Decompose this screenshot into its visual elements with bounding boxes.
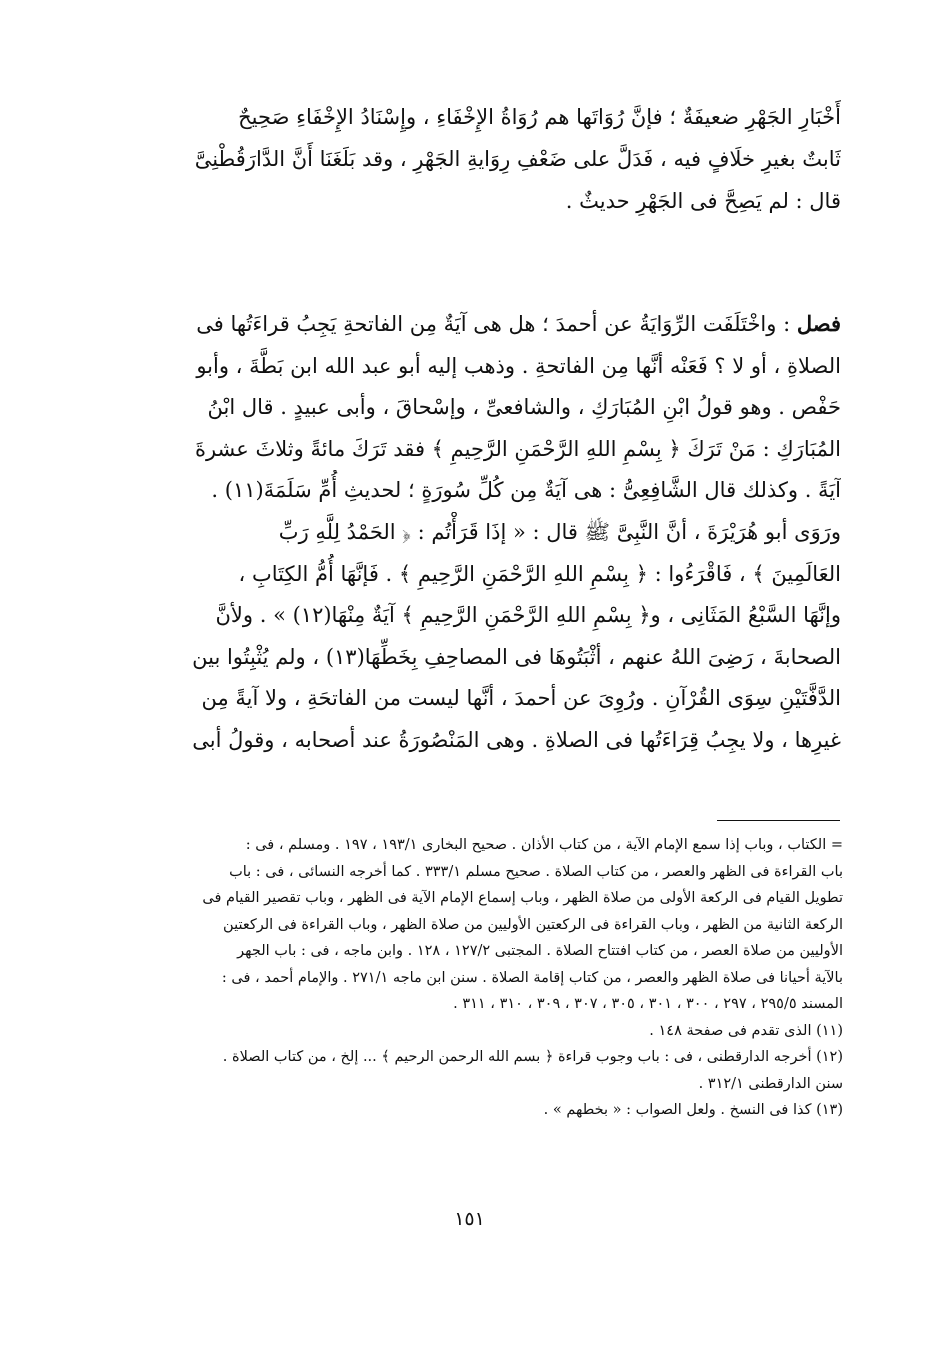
- footnote-continuation-line: المسند ٢٩٥/٥ ، ٢٩٧ ، ٣٠٠ ، ٣٠١ ، ٣٠٥ ، ٣٠٧ ، ٣٠٩ ، ٣١٠ ، ٣١١ .: [453, 996, 843, 1012]
- footnote-divider: [717, 820, 840, 821]
- body-line: وإنَّهَا السَّبْعُ المَثَانِى ، و﴿ بِسْمِ اللهِ الرَّحْمَنِ الرَّحِيمِ ﴾ آيَةٌ مِنْهَا(١٢) » . ولأنَّ: [215, 603, 841, 628]
- body-line: قال : لم يَصِحَّ فى الجَهْرِ حديثٌ .: [565, 189, 841, 213]
- body-line: ثَابتٌ بغيرِ خلَافٍ فيه ، فَدَلَّ على ضَعْفِ رِوَايةِ الجَهْرِ ، وقد بَلَغَنَا أَنَّ الدَّارَقُطْنِىَّ: [194, 147, 841, 171]
- footnote-11: (١١) الذى تقدم فى صفحة ١٤٨ .: [649, 1022, 843, 1039]
- body-line: حَفْص . وهو قولُ ابْنِ المُبَارَكِ ، والشافعىِّ ، وإسْحاقَ ، وأبى عبيدٍ . قال ابْنُ: [207, 395, 841, 420]
- body-line: العَالَمِينَ ﴾ ، فَاقْرَءُوا : ﴿ بِسْمِ اللهِ الرَّحْمَنِ الرَّحِيمِ ﴾ . فَإنَّهَا أُمُّ الكِتَابِ ،: [238, 561, 841, 586]
- footnote-continuation-line: بالآية أحيانا فى صلاة الظهر والعصر ، من كتاب إقامة الصلاة . سنن ابن ماجه ٢٧١/١ . والإمام أحمد ، فى :: [221, 969, 843, 986]
- footnote-continuation-line: باب القراءة فى الظهر والعصر ، من كتاب الصلاة . صحيح مسلم ٣٣٣/١ . كما أخرجه النسائى ، فى : باب: [229, 863, 843, 880]
- body-line: غيرِها ، ولا يجِبُ قِرَاءَتُها فى الصلاةِ . وهى المَنْصُورَةُ عند أصحابه ، وقولُ أبى: [192, 727, 841, 752]
- footnote-continuation-line: الأوليين من صلاة العصر ، من كتاب افتتاح الصلاة . المجتبى ١٢٧/٢ ، ١٢٨ . وابن ماجه ، فى : باب الجهر: [237, 943, 843, 959]
- footnote-continuation-line: تطويل القيام فى الركعة الأولى من صلاة الظهر ، وباب إسماع الإمام الآية فى الظهر ، وباب تقصير القيام فى: [202, 890, 843, 906]
- page-number: ١٥١: [454, 1208, 485, 1230]
- footnote-continuation-line: الركعة الثانية من الظهر ، وباب القراءة فى الركعتين الأوليين من صلاة الظهر ، وباب القراءة فى الركعتين: [223, 916, 843, 933]
- footnote-continuation-line: = الكتاب ، وباب إذا سمع الإمام الآية ، من كتاب الأذان . صحيح البخارى ١٩٣/١ ، ١٩٧ . ومسلم ، فى :: [245, 837, 843, 853]
- body-line: ورَوَى أبو هُرَيْرَةَ ، أنَّ النَّبِىَّ ﷺ قال : « إذَا قَرَأْتُم : ﴿ الحَمْدُ لِلَّهِ رَبِّ: [278, 519, 841, 544]
- footnotes: [140, 832, 843, 1124]
- body-line: الدَّفَّتَيْنِ سِوَى القُرْآنِ . ورُوِىَ عن أحمدَ ، أنَّها ليست من الفاتحَةِ ، ولا آيةً مِن: [201, 686, 841, 711]
- body-line: الصلاةِ ، أو لا ؟ فَعَنْه أنَّها مِن الفاتحةِ . وذهب إليه أبو عبد الله ابن بَطَّةَ ، وأبو: [196, 353, 841, 378]
- paragraph-2: [146, 303, 841, 762]
- body-line: المُبَارَكِ : مَنْ تَرَكَ ﴿ بِسْمِ اللهِ الرَّحْمَنِ الرَّحِيمِ ﴾ فقد تَرَكَ مائةً وثلاثَ عشرةَ: [194, 436, 841, 461]
- footnote-13: (١٣) كذا فى النسخ . ولعل الصواب : « بخطهم » .: [543, 1102, 843, 1118]
- body-line: آيَةً . وكذلك قال الشَّافِعِىُّ : هى آيَةٌ مِن كُلِّ سُورَةٍ ؛ لحديثِ أُمِّ سَلَمَةَ(١١) .: [211, 478, 841, 503]
- body-line: أَخْبَارِ الجَهْرِ ضعيفَةٌ ؛ فإنَّ رُوَاتَها هم رُوَاةُ الإِخْفَاءِ ، وإِسْنَادُ الإِخْفَاءِ صَحِيحٌ: [238, 105, 841, 129]
- body-line-rest: : واخْتَلَفَت الرِّوَايَةُ عن أحمدَ ؛ هل هى آيَةٌ مِن الفاتحةِ يَجِبُ قراءَتُها فى: [196, 312, 797, 336]
- section-heading: فصل: [796, 311, 841, 336]
- footnote-12: (١٢) أخرجه الدارقطنى ، فى : باب وجوب قراءة ﴿ بسم الله الرحمن الرحيم ﴾ ... إلخ ، من كتاب الصلاة .: [222, 1049, 843, 1065]
- paragraph-1: [146, 96, 841, 222]
- footnote-12-continuation: سنن الدارقطنى ٣١٢/١ .: [698, 1075, 843, 1092]
- body-line-first: [146, 303, 841, 346]
- body-line: الصحابةَ ، رَضِىَ اللهُ عنهم ، أثْبَتُوهَا فى المصاحِفِ بِخَطِّهَا(١٣) ، ولم يُثْبِتُوا بين: [192, 644, 841, 669]
